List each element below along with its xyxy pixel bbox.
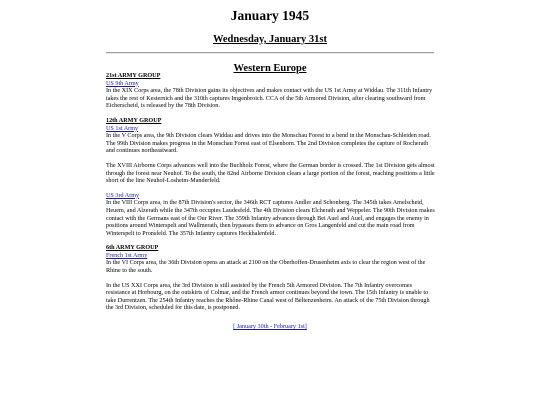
paragraph: In the US XXI Corps area, the 3rd Division is still assisted by the French 5th Armored Division. The 7th Infantry overcomes resistance at Horbourg, on the outskirts of Colmar, and the French armor continues beyond the town. The 15th Infantry is unable to take Durrentzen. The 254th Infantry reaches the Rhône-Rhine Canal west of Beltenzenheim. An attack of the 75th Division through the 3rd Division, scheduled for this date, is postponed. <box>106 282 430 312</box>
horizontal-divider <box>106 52 434 54</box>
paragraph: The XVIII Airborne Corps advances well into the Buchholz Forest, where the German border is crossed. The 1st Division gets almost through the forest near Neuhof. To the south, the 82nd Airborne Division clears a large portion of the forest, reaching positions a little short of the line Neuhof-Losheim-Manderfeld. <box>106 162 435 185</box>
page-title: January 1945 <box>230 8 310 23</box>
army-heading: US 3rd Army <box>106 192 140 199</box>
date-heading: Wednesday, January 31st <box>212 34 328 45</box>
paragraph: In the VI Corps area, the 36th Division opens an attack at 2100 on the Oberhoffen-Drusenheim axis to clear the region west of the Rhine to the south. <box>106 260 426 275</box>
section-title: Western Europe <box>233 63 307 74</box>
army-group-heading: 6th ARMY GROUP <box>106 245 159 252</box>
paragraph: In the XIX Corps area, the 78th Division gains its objectives and makes contact with the US 1st Army at Widdau. The 311th Infantry takes the rest of Kesternich and the 310th captures Imgenbroich. CCA of the 5th Armored Division, after clearing southward from Eicherscheid, is released by the 78th Division. <box>106 88 433 110</box>
army-heading: US 9th Army <box>106 80 139 87</box>
date-navigation-link[interactable]: [ January 30th - February 1st] <box>233 323 307 330</box>
army-heading: US 1st Army <box>106 125 139 132</box>
army-group-heading: 12th ARMY GROUP <box>106 117 162 124</box>
army-group-heading: 21st ARMY GROUP <box>106 73 161 79</box>
paragraph: In the VIII Corps area, in the 87th Division's sector, the 346th RCT captures Andler and Schonberg. The 345th takes Amelscheid, Heuem, and Alzerath while the 347th occupies Laudesfeld. The 4th Division clears Elcherath and Weppeler. The 90th Division makes contact with the Germans east of the Our River. The 359th Infantry advances through Bei Auel and Auel, and engages the enemy in positions around Winterspelt and Wallmerath, then bypasses them to advance on Gros Langenfeld and cut the main road from Winterspelt to Pronsfeld. The 357th Infantry captures Heckhalenfeld. <box>106 200 435 237</box>
paragraph: In the V Corps area, the 9th Division clears Widdau and drives into the Monschau Forest to a bend in the Monschau-Schleiden road. The 99th Division makes progress in the Monschau Forest east of Elsenborn. The 2nd Division completes the capture of Rocherath and continues northeastward. <box>106 133 431 155</box>
army-heading: French 1st Army <box>106 252 148 259</box>
article-body <box>106 73 436 313</box>
